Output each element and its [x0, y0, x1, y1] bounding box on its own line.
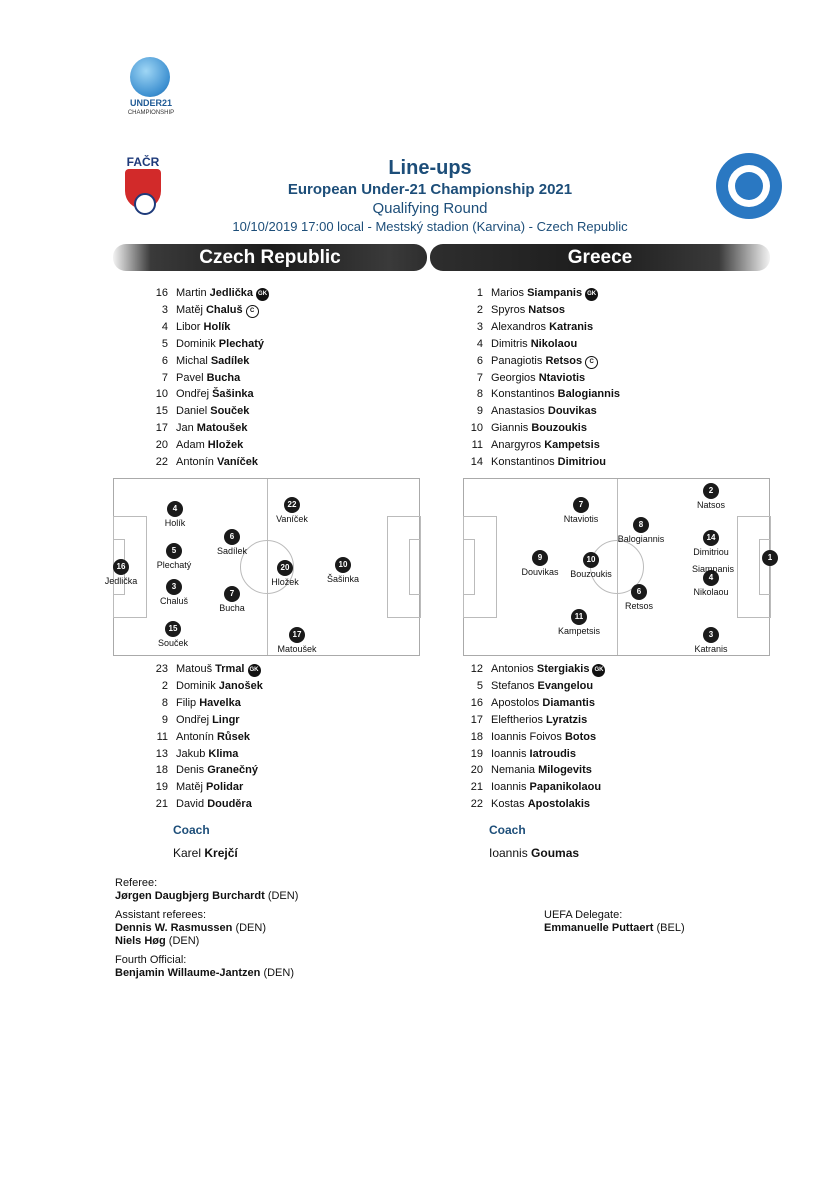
- formation-player-name: Douvikas: [521, 567, 559, 577]
- away-sub-row: [455, 762, 755, 779]
- player-last-name: Lyratzis: [546, 713, 588, 726]
- captain-badge-icon: C: [246, 305, 259, 318]
- player-number: 8: [161, 696, 168, 709]
- formation-player-name: Chaluš: [159, 596, 188, 606]
- formation-player-number: 17: [289, 627, 305, 643]
- player-name: [491, 746, 576, 763]
- formation-player-number: 9: [532, 550, 548, 566]
- away-formation-pitch: [463, 478, 773, 656]
- player-last-name: Matoušek: [196, 422, 248, 435]
- player-first-name: Antonios: [491, 663, 537, 675]
- formation-player-number: 4: [703, 570, 719, 586]
- player-name: [491, 437, 600, 454]
- away-sub-row: [455, 661, 755, 678]
- home-starter-row: [140, 285, 420, 302]
- formation-player-name: Balogiannis: [617, 534, 665, 544]
- player-last-name: Nikolaou: [530, 337, 578, 350]
- player-last-name: Evangelou: [537, 679, 594, 692]
- home-sub-row: [140, 678, 420, 695]
- home-starter-row: [140, 336, 420, 353]
- home-sub-row: [140, 695, 420, 712]
- player-name: [176, 353, 249, 370]
- player-number: 17: [470, 713, 483, 726]
- away-starter-row: [455, 353, 755, 370]
- player-number: 2: [476, 303, 483, 316]
- formation-player-number: 15: [165, 621, 181, 637]
- player-last-name: Apostolakis: [527, 798, 591, 811]
- player-first-name: Ioannis Foivos: [491, 730, 565, 743]
- player-first-name: Dominik: [176, 679, 219, 692]
- player-first-name: Michal: [176, 354, 211, 367]
- home-formation-pitch: [104, 478, 420, 656]
- away-starter-row: [455, 336, 755, 353]
- formation-player-name: Souček: [157, 638, 189, 648]
- player-number: 10: [470, 422, 483, 435]
- formation-player-number: 2: [703, 483, 719, 499]
- player-name: [491, 319, 593, 336]
- match-info: 10/10/2019 17:00 local - Mestský stadion (Karvina) - Czech Republic: [232, 219, 628, 234]
- player-last-name: Šašinka: [212, 388, 254, 401]
- player-name: [176, 420, 248, 437]
- player-number: 21: [155, 798, 168, 811]
- player-name: [491, 336, 577, 353]
- player-name: [491, 302, 565, 319]
- home-starter-row: [140, 353, 420, 370]
- player-name: [491, 353, 598, 370]
- player-last-name: Dimitriou: [557, 456, 606, 468]
- player-name: [176, 779, 243, 796]
- player-first-name: Antonín: [176, 730, 217, 743]
- player-number: 18: [470, 730, 483, 743]
- player-last-name: Jedlička: [209, 287, 254, 299]
- player-name: [176, 336, 264, 353]
- player-first-name: Dimitris: [491, 337, 531, 350]
- player-first-name: Ondřej: [176, 713, 213, 726]
- player-first-name: Ioannis: [491, 747, 530, 760]
- player-last-name: Granečný: [207, 764, 258, 777]
- formation-player-name: Plechatý: [156, 560, 192, 570]
- player-first-name: Filip: [176, 696, 200, 709]
- formation-player-name: Jedlička: [104, 576, 138, 586]
- player-first-name: Martin: [176, 287, 210, 299]
- home-sub-row: [140, 661, 420, 678]
- u21-logo-sub: CHAMPIONSHIP: [127, 110, 175, 116]
- formation-player-number: 8: [633, 517, 649, 533]
- player-name: [176, 729, 250, 746]
- player-last-name: Papanikolaou: [529, 781, 602, 794]
- away-starters-list: [455, 285, 755, 475]
- player-first-name: Jakub: [176, 747, 209, 760]
- away-starter-row: [455, 403, 755, 420]
- away-starter-row: [455, 302, 755, 319]
- formation-player-name: Retsos: [624, 601, 653, 611]
- facr-logo: [118, 155, 168, 215]
- player-name: [176, 285, 269, 302]
- u21-ball-icon: [130, 57, 170, 97]
- player-name: [176, 454, 258, 471]
- home-coach-name: Karel Krejčí: [173, 846, 238, 860]
- formation-player-number: 7: [224, 586, 240, 602]
- formation-player-number: 10: [583, 552, 599, 568]
- player-name: [491, 386, 620, 403]
- player-first-name: Matouš: [176, 663, 216, 675]
- formation-player-name: Kampetsis: [557, 626, 601, 636]
- player-name: [491, 678, 593, 695]
- player-name: [176, 712, 240, 729]
- away-starter-row: [455, 454, 755, 471]
- formation-player-number: 3: [703, 627, 719, 643]
- away-team-banner: Greece: [430, 244, 770, 271]
- away-starter-row: [455, 319, 755, 336]
- player-name: [491, 420, 587, 437]
- home-starter-row: [140, 302, 420, 319]
- player-number: 4: [476, 337, 483, 350]
- home-sub-row: [140, 762, 420, 779]
- player-first-name: Antonín: [176, 456, 217, 468]
- player-last-name: Vaníček: [216, 456, 258, 468]
- player-number: 11: [471, 439, 483, 452]
- player-first-name: Anastasios: [491, 405, 548, 418]
- player-last-name: Milogevits: [538, 764, 592, 777]
- player-number: 20: [155, 439, 168, 452]
- formation-player-number: 3: [166, 579, 182, 595]
- home-starter-row: [140, 454, 420, 471]
- officials-block: [115, 877, 435, 980]
- player-name: [176, 695, 241, 712]
- player-name: [176, 403, 249, 420]
- player-last-name: Retsos: [545, 354, 583, 367]
- formation-player-name: Matoušek: [277, 644, 317, 654]
- formation-player-name: Šašinka: [326, 574, 360, 584]
- player-last-name: Kampetsis: [544, 439, 600, 452]
- player-name: [491, 661, 605, 678]
- away-subs-list: [455, 661, 755, 817]
- greece-emblem-icon: [735, 172, 763, 200]
- player-last-name: Trmal: [215, 663, 245, 675]
- formation-player-name: Dimitriou: [693, 547, 729, 557]
- player-first-name: Eleftherios: [491, 713, 547, 726]
- formation-player-name: Natsos: [696, 500, 725, 510]
- goalkeeper-badge-icon: GK: [585, 288, 598, 301]
- player-first-name: Daniel: [176, 405, 211, 418]
- player-name: [176, 661, 261, 678]
- player-first-name: Giannis: [491, 422, 532, 435]
- player-last-name: Růsek: [216, 730, 251, 743]
- player-number: 13: [155, 747, 168, 760]
- player-number: 5: [476, 679, 483, 692]
- player-first-name: Ioannis: [491, 781, 530, 794]
- player-name: [176, 437, 243, 454]
- player-number: 16: [155, 287, 168, 299]
- formation-player-number: 4: [167, 501, 183, 517]
- fourth-official: Benjamin Willaume-Jantzen (DEN): [115, 967, 294, 979]
- player-first-name: Apostolos: [491, 696, 543, 709]
- player-name: [491, 712, 587, 729]
- assistant-1: Dennis W. Rasmussen (DEN): [115, 922, 266, 934]
- player-last-name: Polidar: [205, 781, 244, 794]
- home-team-banner: Czech Republic: [113, 244, 427, 271]
- home-coach-label: Coach: [173, 823, 210, 837]
- player-last-name: Chaluš: [205, 303, 243, 316]
- away-sub-row: [455, 796, 755, 813]
- player-first-name: Konstantinos: [491, 456, 558, 468]
- player-number: 22: [470, 798, 483, 811]
- away-coach-name: Ioannis Goumas: [489, 846, 580, 860]
- player-name: [176, 762, 258, 779]
- player-number: 18: [155, 764, 168, 777]
- player-first-name: Kostas: [491, 798, 528, 811]
- player-number: 5: [161, 337, 168, 350]
- formation-player-number: 7: [573, 497, 589, 513]
- player-number: 12: [470, 663, 483, 675]
- hellenic-federation-logo: [716, 153, 782, 219]
- formation-player-name: Siampanis: [692, 564, 735, 574]
- player-name: [491, 403, 597, 420]
- player-name: [176, 319, 230, 336]
- player-last-name: Sadílek: [210, 354, 250, 367]
- away-sub-row: [455, 712, 755, 729]
- player-number: 3: [476, 320, 483, 333]
- player-last-name: Douděra: [207, 798, 252, 811]
- formation-player-number: 20: [277, 560, 293, 576]
- u21-logo-text: UNDER21: [129, 98, 172, 108]
- player-first-name: Libor: [176, 320, 204, 333]
- assistants-label: Assistant referees:: [115, 909, 207, 921]
- away-sub-row: [455, 729, 755, 746]
- formation-player-name: Nikolaou: [693, 587, 729, 597]
- player-last-name: Bucha: [206, 371, 241, 384]
- player-first-name: Dominik: [176, 337, 219, 350]
- formation-player-name: Ntaviotis: [563, 514, 599, 524]
- formation-player-number: 16: [113, 559, 129, 575]
- player-first-name: David: [176, 798, 208, 811]
- formation-player-name: Katranis: [694, 644, 728, 654]
- player-number: 15: [155, 405, 168, 418]
- page-title: Line-ups: [388, 157, 472, 179]
- player-last-name: Iatroudis: [529, 747, 576, 760]
- player-number: 20: [470, 764, 483, 777]
- player-first-name: Denis: [176, 764, 208, 777]
- player-last-name: Bouzoukis: [531, 422, 587, 435]
- player-number: 8: [476, 388, 483, 401]
- player-name: [491, 796, 590, 813]
- player-name: [491, 762, 592, 779]
- formation-player-number: 6: [224, 529, 240, 545]
- player-first-name: Adam: [176, 439, 208, 452]
- home-subs-list: [140, 661, 420, 817]
- player-name: [491, 779, 601, 796]
- player-first-name: Stefanos: [491, 679, 538, 692]
- away-sub-row: [455, 746, 755, 763]
- home-starter-row: [140, 319, 420, 336]
- captain-badge-icon: C: [585, 356, 598, 369]
- home-starters-list: [140, 285, 420, 475]
- uefa-under21-logo: [118, 55, 184, 127]
- player-name: [491, 454, 606, 471]
- player-number: 4: [161, 320, 168, 333]
- round-title: Qualifying Round: [372, 200, 488, 217]
- player-name: [491, 729, 596, 746]
- player-first-name: Jan: [176, 422, 197, 435]
- player-number: 9: [161, 713, 168, 726]
- player-name: [176, 678, 263, 695]
- formation-player-number: 22: [284, 497, 300, 513]
- formation-player-number: 5: [166, 543, 182, 559]
- player-name: [491, 370, 585, 387]
- player-name: [176, 746, 238, 763]
- player-last-name: Ntaviotis: [538, 371, 586, 384]
- player-number: 21: [470, 781, 483, 794]
- player-number: 19: [155, 781, 168, 794]
- player-first-name: Konstantinos: [491, 388, 558, 401]
- fourth-official-label: Fourth Official:: [115, 954, 187, 966]
- home-starter-row: [140, 386, 420, 403]
- away-starter-row: [455, 420, 755, 437]
- player-number: 9: [476, 405, 483, 418]
- away-starter-row: [455, 370, 755, 387]
- facr-logo-text: FAČR: [126, 155, 160, 169]
- player-name: [491, 285, 598, 302]
- formation-player-name: Sadílek: [216, 546, 248, 556]
- goalkeeper-badge-icon: GK: [592, 664, 605, 677]
- home-sub-row: [140, 746, 420, 763]
- player-last-name: Janošek: [218, 679, 263, 692]
- player-last-name: Havelka: [199, 696, 241, 709]
- player-last-name: Katranis: [549, 320, 594, 333]
- delegate-block: [544, 909, 774, 935]
- referee: Jørgen Daugbjerg Burchardt (DEN): [115, 890, 299, 902]
- player-number: 6: [476, 354, 483, 367]
- player-first-name: Matěj: [176, 303, 206, 316]
- player-number: 10: [155, 388, 168, 401]
- player-first-name: Georgios: [491, 371, 539, 384]
- player-first-name: Anargyros: [491, 439, 545, 452]
- player-number: 3: [161, 303, 168, 316]
- player-number: 1: [476, 287, 483, 299]
- player-number: 7: [161, 371, 168, 384]
- home-starter-row: [140, 420, 420, 437]
- player-last-name: Holík: [203, 320, 231, 333]
- player-name: [176, 302, 259, 319]
- goalkeeper-badge-icon: GK: [248, 664, 261, 677]
- player-number: 16: [470, 696, 483, 709]
- player-last-name: Diamantis: [542, 696, 595, 709]
- formation-player-name: Vaníček: [276, 514, 308, 524]
- player-last-name: Natsos: [528, 303, 565, 316]
- player-last-name: Siampanis: [527, 287, 583, 299]
- player-last-name: Plechatý: [218, 337, 265, 350]
- player-name: [176, 796, 252, 813]
- player-first-name: Spyros: [491, 303, 529, 316]
- away-coach-label: Coach: [489, 823, 526, 837]
- formation-player-name: Bucha: [219, 603, 245, 613]
- assistant-2: Niels Høg (DEN): [115, 935, 200, 947]
- formation-player-name: Bouzoukis: [570, 569, 612, 579]
- player-first-name: Marios: [491, 287, 528, 299]
- away-sub-row: [455, 779, 755, 796]
- player-number: 2: [161, 679, 168, 692]
- player-last-name: Balogiannis: [557, 388, 620, 401]
- away-sub-row: [455, 695, 755, 712]
- formation-player-number: 10: [335, 557, 351, 573]
- home-starter-row: [140, 437, 420, 454]
- home-starter-row: [140, 403, 420, 420]
- player-last-name: Lingr: [212, 713, 240, 726]
- delegate-label: UEFA Delegate:: [544, 909, 623, 921]
- home-starter-row: [140, 370, 420, 387]
- player-number: 11: [156, 730, 168, 743]
- away-starter-row: [455, 386, 755, 403]
- player-name: [491, 695, 595, 712]
- competition-title: European Under-21 Championship 2021: [287, 181, 573, 198]
- home-sub-row: [140, 779, 420, 796]
- formation-player-name: Hložek: [271, 577, 299, 587]
- player-first-name: Ondřej: [176, 388, 213, 401]
- player-number: 7: [476, 371, 483, 384]
- player-first-name: Nemania: [491, 764, 539, 777]
- formation-player-number: 6: [631, 584, 647, 600]
- away-sub-row: [455, 678, 755, 695]
- home-sub-row: [140, 796, 420, 813]
- player-number: 17: [155, 422, 168, 435]
- home-sub-row: [140, 729, 420, 746]
- home-sub-row: [140, 712, 420, 729]
- player-first-name: Alexandros: [491, 320, 550, 333]
- referee-label: Referee:: [115, 877, 158, 889]
- player-first-name: Matěj: [176, 781, 206, 794]
- formation-player-number: 14: [703, 530, 719, 546]
- player-last-name: Klima: [208, 747, 239, 760]
- player-last-name: Souček: [210, 405, 250, 418]
- player-first-name: Panagiotis: [491, 354, 546, 367]
- player-name: [176, 386, 254, 403]
- formation-player-number: 1: [762, 550, 778, 566]
- player-number: 14: [470, 456, 483, 468]
- formation-player-number: 11: [571, 609, 587, 625]
- goalkeeper-badge-icon: GK: [256, 288, 269, 301]
- away-starter-row: [455, 437, 755, 454]
- uefa-delegate: Emmanuelle Puttaert (BEL): [544, 922, 685, 934]
- away-starter-row: [455, 285, 755, 302]
- player-number: 22: [155, 456, 168, 468]
- player-last-name: Stergiakis: [536, 663, 590, 675]
- player-number: 6: [161, 354, 168, 367]
- player-last-name: Hložek: [207, 439, 244, 452]
- player-last-name: Douvikas: [547, 405, 597, 418]
- player-last-name: Botos: [564, 730, 597, 743]
- player-number: 23: [155, 663, 168, 675]
- formation-player-name: Holík: [164, 518, 186, 528]
- facr-ball-icon: [134, 193, 156, 215]
- player-first-name: Pavel: [176, 371, 207, 384]
- player-number: 19: [470, 747, 483, 760]
- player-name: [176, 370, 240, 387]
